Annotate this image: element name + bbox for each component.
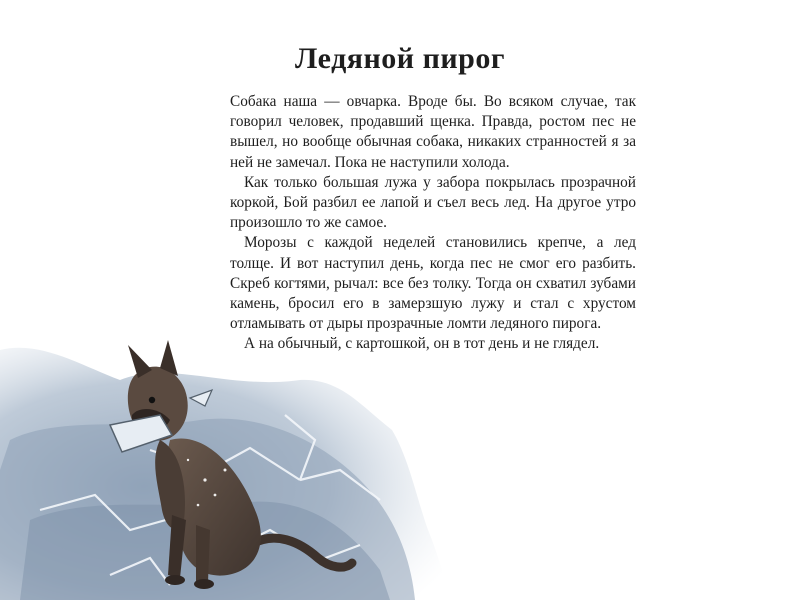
story-paragraph: А на обычный, с картошкой, он в тот день и не глядел. [244, 335, 600, 353]
story-title: Ледяной пирог [295, 42, 505, 75]
dog-illustration [0, 320, 800, 600]
story-paragraph: Морозы с каждой неделей становились крепче, а лед толще. И вот наступил день, когда пес не смог его разбить. Скреб когтями, рычал: все без толку. Тогда он схватил зубами камень, бросил его в замерзшую лужу и стал с хрустом отламывать от дыры прозрачные ломти ледяного пирога. [230, 234, 636, 333]
story-paragraph: Собака наша — овчарка. Вроде бы. Во всяком случае, так говорил человек, продавший щенка. Правда, ростом пес не вышел, но вообще обычная собака, никаких странностей я за ней не замечал. Пока не наступили холода. [230, 93, 636, 171]
story-paragraph: Как только большая лужа у забора покрылась прозрачной коркой, Бой разбил ее лапой и съел весь лед. На другое утро произошло то же самое. [230, 173, 636, 232]
story-text [230, 92, 636, 355]
